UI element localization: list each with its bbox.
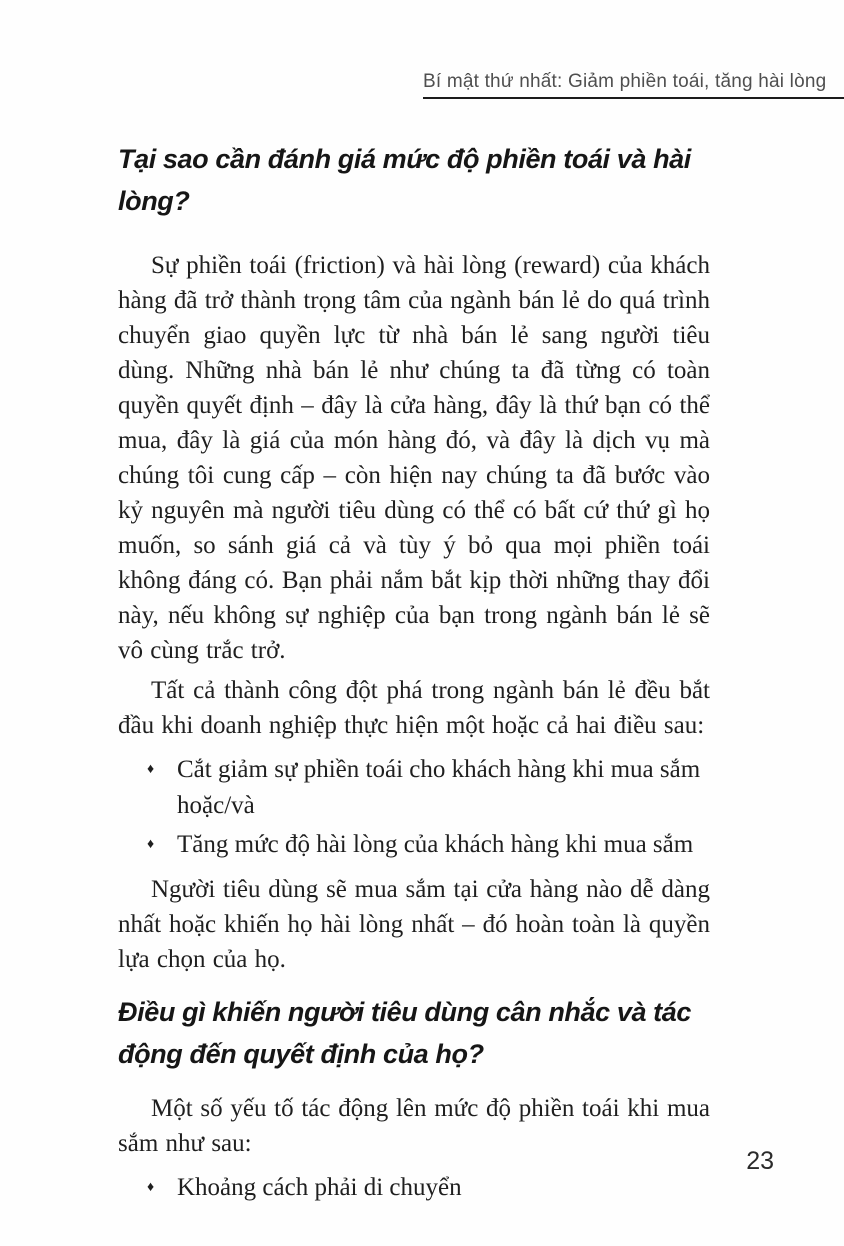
section-heading-why-evaluate: Tại sao cần đánh giá mức độ phiền toái và hài lòng?: [118, 144, 691, 216]
list-item-text: Cắt giảm sự phiền toái cho khách hàng khi mua sắm hoặc/và: [177, 756, 701, 819]
running-header-title: Bí mật thứ nhất: Giảm phiền toái, tăng hài lòng: [423, 71, 827, 92]
list-item: [118, 752, 710, 824]
list-item: [118, 827, 710, 863]
paragraph-friction-reward: Sự phiền toái (friction) và hài lòng (reward) của khách hàng đã trở thành trọng tâm của ngành bán lẻ do quá trình chuyển giao quyền lực từ nhà bán lẻ sang người tiêu dùng. Những nhà bán lẻ như chúng ta đã từng có toàn quyền quyết định – đây là cửa hàng, đây là thứ bạn có thể mua, đây là giá của món hàng đó, và đây là dịch vụ mà chúng tôi cung cấp – còn hiện nay chúng ta đã bước vào kỷ nguyên mà người tiêu dùng có thể có bất cứ thứ gì họ muốn, so sánh giá cả và tùy ý bỏ qua mọi phiền toái không đáng có. Bạn phải nắm bắt kịp thời những thay đổi này, nếu không sự nghiệp của bạn trong ngành bán lẻ sẽ vô cùng trắc trở.: [118, 252, 710, 664]
bullet-list-two-actions: [118, 752, 710, 863]
diamond-bullet-icon: ♦: [147, 837, 155, 852]
bullet-list-factors: [118, 1170, 710, 1206]
list-item: [118, 1170, 710, 1206]
diamond-bullet-icon: ♦: [147, 1180, 155, 1195]
header-rule-divider: [423, 97, 844, 99]
page-number: 23: [746, 1147, 774, 1175]
list-item-text: Khoảng cách phải di chuyển: [177, 1174, 462, 1201]
list-item-text: Tăng mức độ hài lòng của khách hàng khi mua sắm: [177, 831, 694, 858]
page-content: [118, 138, 710, 1215]
paragraph-friction-factors: Một số yếu tố tác động lên mức độ phiền toái khi mua sắm như sau:: [118, 1095, 710, 1157]
paragraph-consumer-choice: Người tiêu dùng sẽ mua sắm tại cửa hàng nào dễ dàng nhất hoặc khiến họ hài lòng nhất – đó hoàn toàn là quyền lựa chọn của họ.: [118, 876, 710, 973]
diamond-bullet-icon: ♦: [147, 762, 155, 777]
section-heading-what-influences: Điều gì khiến người tiêu dùng cân nhắc và tác động đến quyết định của họ?: [118, 997, 691, 1069]
paragraph-breakthrough-success: Tất cả thành công đột phá trong ngành bán lẻ đều bắt đầu khi doanh nghiệp thực hiện một hoặc cả hai điều sau:: [118, 677, 710, 739]
